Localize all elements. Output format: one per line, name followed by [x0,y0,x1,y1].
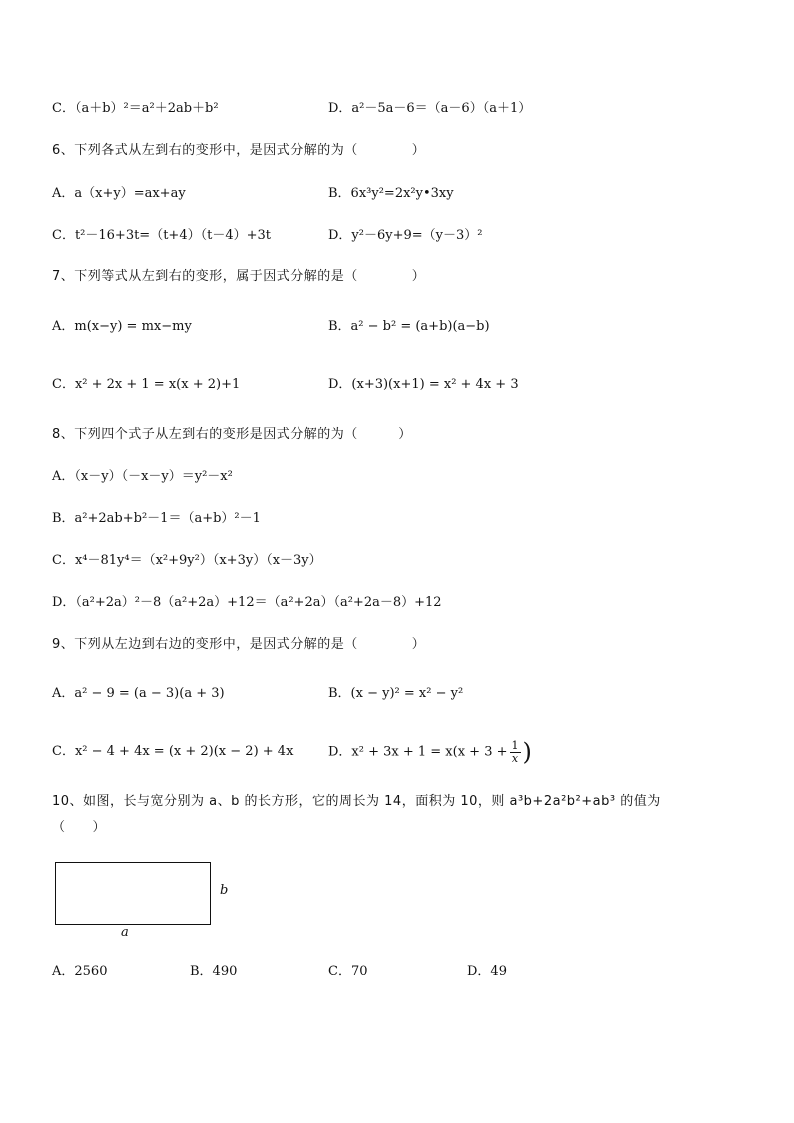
q8-option-c: C．x⁴－81y⁴＝（x²+9y²）（x+3y）（x－3y） [52,553,322,568]
q10-stem-line2: （ ） [52,820,107,835]
rectangle-label-a: a [121,925,129,940]
fraction-denominator: x [511,751,519,765]
fraction-numerator: 1 [511,738,519,752]
q9-option-d [328,736,532,769]
q9-option-d-suffix: ) [522,738,532,766]
q5-option-c: C．（a＋b）²＝a²＋2ab＋b² [52,101,219,116]
q8-stem: 8、下列四个式子从左到右的变形是因式分解的为（ ） [52,427,412,442]
rectangle-label-b: b [220,883,229,898]
rectangle-figure [55,862,211,925]
q9-option-d-fraction [510,740,521,765]
q7-stem: 7、下列等式从左到右的变形，属于因式分解的是（ ） [52,269,426,284]
q8-option-d: D．（a²+2a）²－8（a²+2a）+12＝（a²+2a）（a²+2a－8）+12 [52,595,442,610]
q7-option-a: A．m(x−y) = mx−my [52,319,192,334]
q8-option-b: B．a²+2ab+b²－1＝（a+b）²－1 [52,511,261,526]
q7-option-c: C．x² + 2x + 1 = x(x + 2)+1 [52,377,241,392]
q9-stem: 9、下列从左边到右边的变形中，是因式分解的是（ ） [52,637,426,652]
q10-option-d: D．49 [467,964,507,979]
q8-option-a: A．（x－y）（－x－y）＝y²－x² [52,469,233,484]
q10-option-b: B．490 [190,964,238,979]
q9-option-a: A．a² − 9 = (a − 3)(a + 3) [52,686,225,701]
q6-option-c: C．t²－16+3t=（t+4）（t－4）+3t [52,228,271,243]
q10-stem-line1: 10、如图，长与宽分别为 a、b 的长方形，它的周长为 14，面积为 10，则 a³b+2a²b²+ab³ 的值为 [52,794,661,809]
q5-option-d: D．a²－5a－6＝（a－6）（a＋1） [328,101,532,116]
q7-option-d: D．(x+3)(x+1) = x² + 4x + 3 [328,377,519,392]
q6-option-a: A．a（x+y）=ax+ay [52,186,186,201]
q6-option-b: B．6x³y²=2x²y•3xy [328,186,454,201]
q9-option-c: C．x² − 4 + 4x = (x + 2)(x − 2) + 4x [52,744,294,759]
q10-option-c: C．70 [328,964,368,979]
q10-option-a: A．2560 [52,964,108,979]
q9-option-b: B．(x − y)² = x² − y² [328,686,464,701]
q9-option-d-prefix: D．x² + 3x + 1 = x(x + 3 + [328,744,508,760]
q6-option-d: D．y²－6y+9=（y－3）² [328,228,483,243]
q6-stem: 6、下列各式从左到右的变形中，是因式分解的为（ ） [52,143,426,158]
q7-option-b: B．a² − b² = (a+b)(a−b) [328,319,490,334]
